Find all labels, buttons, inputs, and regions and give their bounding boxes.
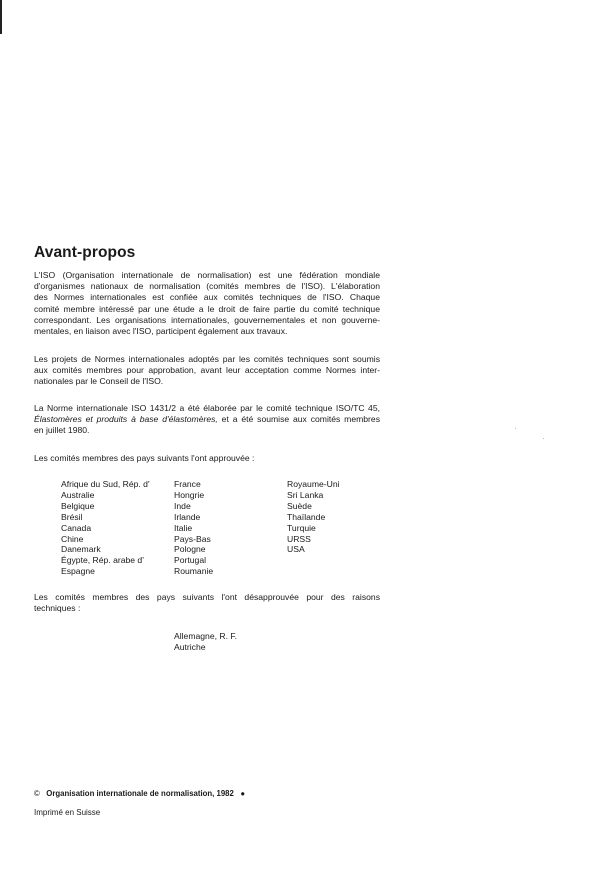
country-item: Danemark [61,544,101,555]
country-item: Thaïlande [287,511,326,522]
disapproved-intro [34,592,380,614]
country-item: Égypte, Rép. arabe d' [61,555,144,566]
approved-countries-column-3 [287,479,340,555]
country-item: Roumanie [174,566,214,577]
text-line: L'ISO (Organisation internationale de normalisation) est une fédération mondiale [34,270,380,280]
country-item: Canada [61,522,92,533]
foreword-paragraph-standard [34,403,380,437]
text-line: Les comités membres des pays suivants l'ont désapprouvée pour des raisons [34,592,380,602]
country-item: Sri Lanka [287,489,324,500]
country-item: Portugal [174,555,207,566]
committee-title-italic: Élastomères et produits à base d'élastomères, [34,414,218,425]
text-line: La Norme internationale ISO 1431/2 a été élaborée par le comité technique ISO/TC 45, [34,403,380,413]
printed-in: Imprimé en Suisse [34,808,101,817]
text-line: Les comités membres des pays suivants l'ont approuvée : [34,453,255,463]
country-item: Suède [287,500,312,511]
scan-speck [543,438,544,439]
disapproved-countries [174,631,237,653]
text-line: d'organismes nationaux de normalisation (comités membres de l'ISO). L'élaboration [34,281,380,292]
text-line: nationales par le Conseil de l'ISO. [34,376,164,387]
country-item: Turquie [287,522,316,533]
country-item: Chine [61,533,84,544]
country-item: Italie [174,522,193,533]
country-item: Australie [61,489,95,500]
country-item: Brésil [61,511,83,522]
country-item: Hongrie [174,489,205,500]
country-item: Pays-Bas [174,533,211,544]
country-item: Belgique [61,500,95,511]
bullet-icon: ● [240,789,246,798]
text-line: aux comités membres pour approbation, avant leur acceptation comme Normes inter- [34,365,380,376]
country-item: Irlande [174,511,201,522]
country-item: Allemagne, R. F. [174,631,238,641]
page-title: Avant-propos [34,244,136,261]
text-line: comité membre intéressé par une étude a le droit de faire partie du comité technique [34,303,380,314]
approved-countries-column-1 [61,479,150,577]
country-item: Inde [174,500,191,511]
country-item: Espagne [61,566,95,577]
country-item: Pologne [174,544,206,555]
scan-speck [515,428,516,429]
copyright-text: Organisation internationale de normalisation, 1982 [46,789,234,798]
approved-countries-column-2 [174,479,213,577]
text-line: des Normes internationales est confiée aux comités techniques de l'ISO. Chaque [34,292,380,303]
text-line: techniques : [34,603,81,614]
approved-intro [34,453,380,464]
country-item: Autriche [174,642,206,652]
text-line [34,414,380,425]
foreword-paragraph-iso [34,270,380,337]
page-edge-mark [0,0,2,34]
foreword-paragraph-drafts [34,354,380,388]
text-line: correspondant. Les organisations internationales, gouvernementales et non gouverne- [34,314,380,325]
country-item: Royaume-Uni [287,479,340,489]
copyright-footer [34,789,245,798]
text-line: en juillet 1980. [34,425,90,436]
text-line: Les projets de Normes internationales adoptés par les comités techniques sont soumis [34,354,380,364]
country-item: USA [287,544,305,555]
text-line: mentales, en liaison avec l'ISO, participent également aux travaux. [34,326,288,337]
copyright-symbol: © [34,789,40,798]
country-item: URSS [287,533,311,544]
country-item: Afrique du Sud, Rép. d' [61,479,150,489]
country-item: France [174,479,201,489]
text-fragment: et a été soumise aux comités membres [217,414,380,425]
